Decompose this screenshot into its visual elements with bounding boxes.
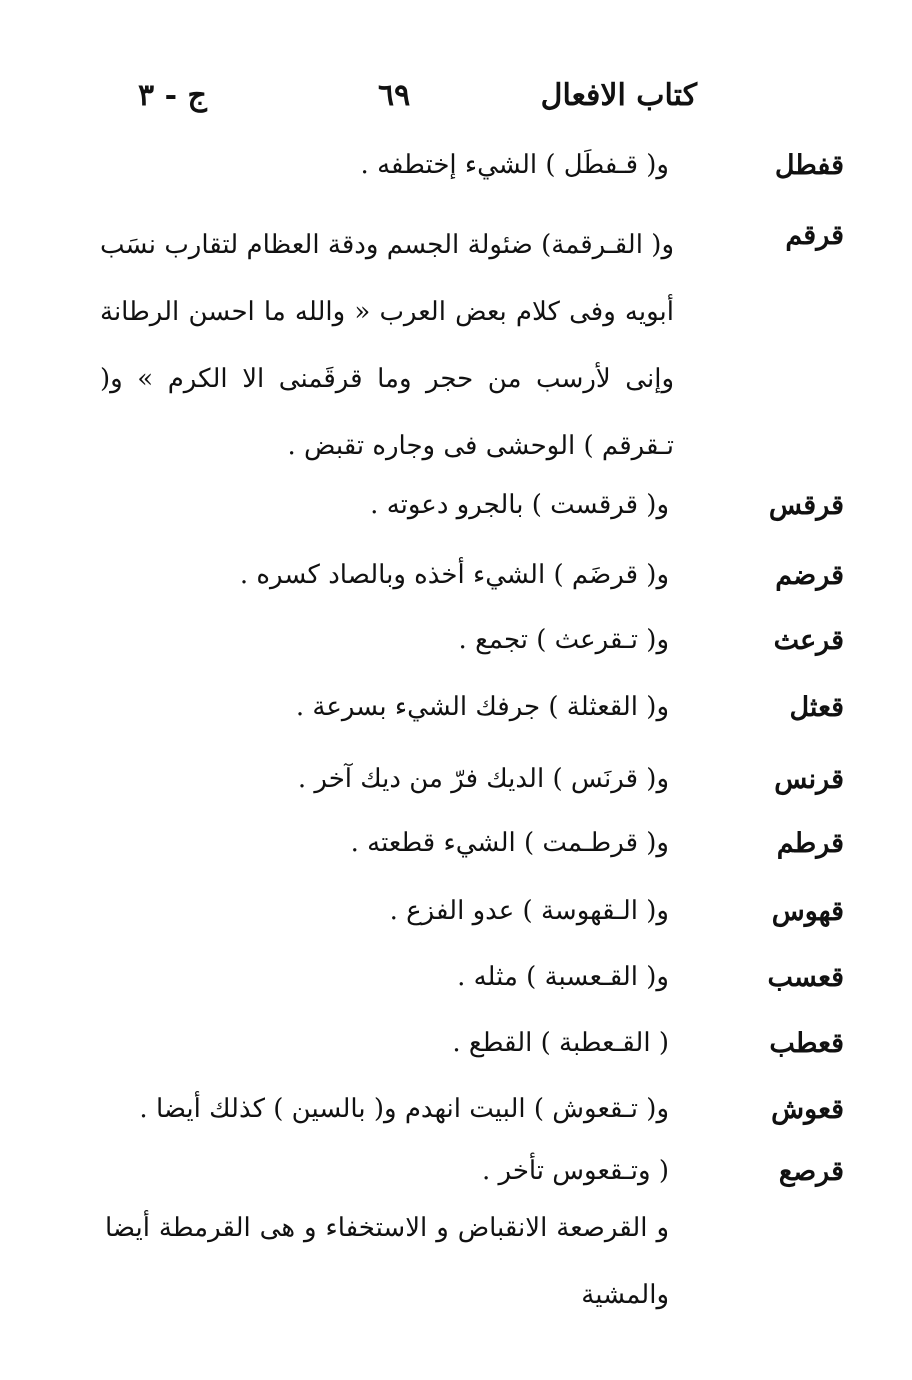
entry-definition: و( القـعسبة ) مثله . bbox=[457, 962, 669, 992]
entry-headword: قعثل bbox=[789, 692, 844, 723]
entry-headword: قرصع bbox=[778, 1156, 844, 1187]
entry-definition: ( وتـقعوس تأخر . bbox=[481, 1156, 669, 1186]
entry-definition: و( قرضَم ) الشيء أخذه وبالصاد كسره . bbox=[239, 560, 669, 590]
entry-definition: و( قرنَس ) الديك فرّ من ديك آخر . bbox=[297, 764, 669, 794]
entry-definition: ( القـعطبة ) القطع . bbox=[452, 1028, 669, 1058]
entry-definition: و( القعثلة ) جرفك الشيء بسرعة . bbox=[295, 692, 669, 722]
entry-definition: و( الـقهوسة ) عدو الفزع . bbox=[389, 896, 669, 926]
entry-headword: قهوس bbox=[771, 896, 844, 927]
entry-headword: قرقس bbox=[768, 490, 844, 521]
book-title: كتاب الافعال bbox=[540, 78, 697, 113]
entry-headword: قرنس bbox=[774, 764, 844, 795]
closing-paragraph: و القرصعة الانقباض و الاستخفاء و هى القرمطة أيضا والمشية bbox=[105, 1213, 669, 1310]
entry-definition: و( تـقرعث ) تجمع . bbox=[458, 625, 669, 655]
entry-headword: قعطب bbox=[769, 1028, 844, 1059]
entry-definition: و( قـفطَل ) الشيء إختطفه . bbox=[360, 150, 669, 180]
page-number: ٦٩ bbox=[378, 78, 411, 113]
entry-definition: و( قرقست ) بالجرو دعوته . bbox=[370, 490, 669, 520]
entry-headword: قرعث bbox=[773, 625, 844, 656]
entry-definition: و( قرطـمت ) الشيء قطعته . bbox=[350, 828, 669, 858]
entry-definition: و( القـرقمة) ضئولة الجسم ودقة العظام لتقارب نسَب أبويه وفى كلام بعض العرب « والله ما احسن الرطانة وإنى لأرسب من حجر وما قرقَمنى الا الكرم » و( تـقرقم ) الوحشى فى وجاره تقبض . bbox=[100, 230, 674, 461]
volume-marker: ج - ٣ bbox=[138, 78, 207, 113]
entry-headword: قرطم bbox=[776, 828, 844, 859]
entry-headword: قعسب bbox=[767, 962, 844, 993]
entry-definition: و( تـقعوش ) البيت انهدم و( بالسين ) كذلك أيضا . bbox=[139, 1094, 669, 1124]
entry-headword: قرضم bbox=[775, 560, 844, 591]
running-header bbox=[0, 78, 912, 128]
entry-headword: قرقم bbox=[785, 220, 844, 251]
entry-headword: قعوش bbox=[771, 1094, 844, 1125]
entry-headword: قفطل bbox=[774, 150, 844, 181]
